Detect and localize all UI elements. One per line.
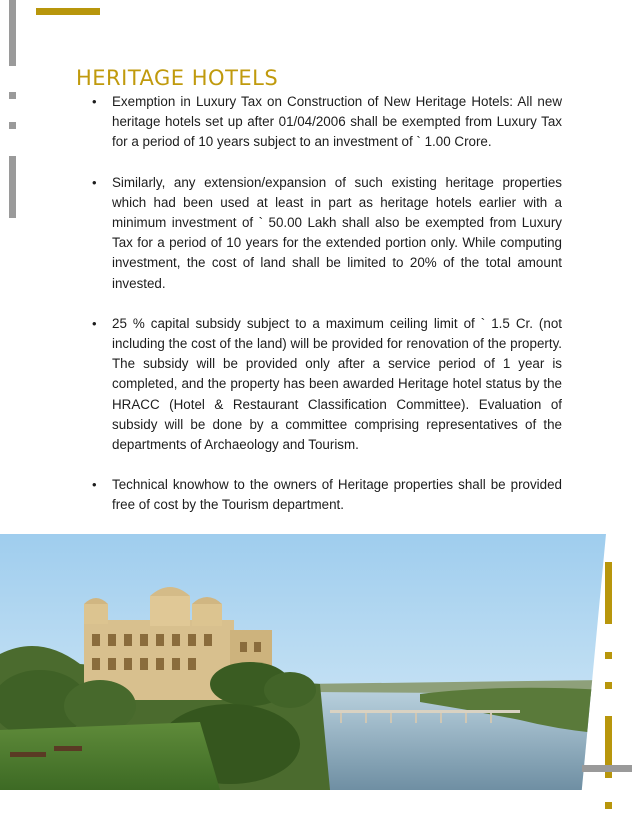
bullet-text: 25 % capital subsidy subject to a maximum ceiling limit of ` 1.5 Cr. (not including the cost of the land) will be provided for renovation of the property. The subsidy will be provided only after a service period of 1 year is completed, and the property has been awarded Heritage hotel status by the HRACC (Hotel & Restaurant Classification Committee). Evaluation of subsidy will be done by a committee comprising representatives of the departments of Archaeology and Tourism.	[112, 315, 562, 453]
bullet-dot-icon: •	[92, 315, 97, 331]
top-accent-bar	[36, 8, 100, 15]
photo-illustration	[0, 534, 606, 790]
left-accent-square-1	[9, 92, 16, 99]
bullet-dot-icon: •	[92, 477, 97, 493]
list-item	[92, 475, 562, 515]
right-accent-bar-top	[605, 562, 612, 624]
bullet-dot-icon: •	[92, 94, 97, 109]
right-accent-square-2	[605, 682, 612, 689]
right-accent-square-3	[605, 802, 612, 809]
right-accent-square-1	[605, 652, 612, 659]
list-item	[92, 314, 562, 455]
left-accent-bar-top	[9, 0, 16, 66]
page-title: HERITAGE HOTELS	[76, 66, 279, 91]
bullet-text: Similarly, any extension/expansion of such existing heritage properties which had been used at least in part as heritage hotels earlier with a minimum investment of ` 50.00 Lakh shall also be exempted from Luxury Tax for a period of 10 years for the extended portion only. While computing investment, the cost of land shall be limited to 20% of the total amount invested.	[112, 174, 562, 291]
bullet-list	[92, 92, 562, 536]
list-item	[92, 173, 562, 294]
heritage-palace-photo	[0, 534, 606, 790]
bullet-text: Technical knowhow to the owners of Heritage properties shall be provided free of cost by the Tourism department.	[112, 477, 562, 513]
left-accent-bar-bottom	[9, 156, 16, 218]
bullet-dot-icon: •	[92, 174, 97, 190]
bullet-text: Exemption in Luxury Tax on Construction of New Heritage Hotels: All new heritage hotels set up after 01/04/2006 shall be exempted from Luxury Tax for a period of 10 years subject to an investment of ` 1.00 Crore.	[112, 94, 562, 150]
list-item	[92, 92, 562, 153]
right-accent-horizontal-bar	[582, 765, 632, 772]
left-accent-square-2	[9, 122, 16, 129]
